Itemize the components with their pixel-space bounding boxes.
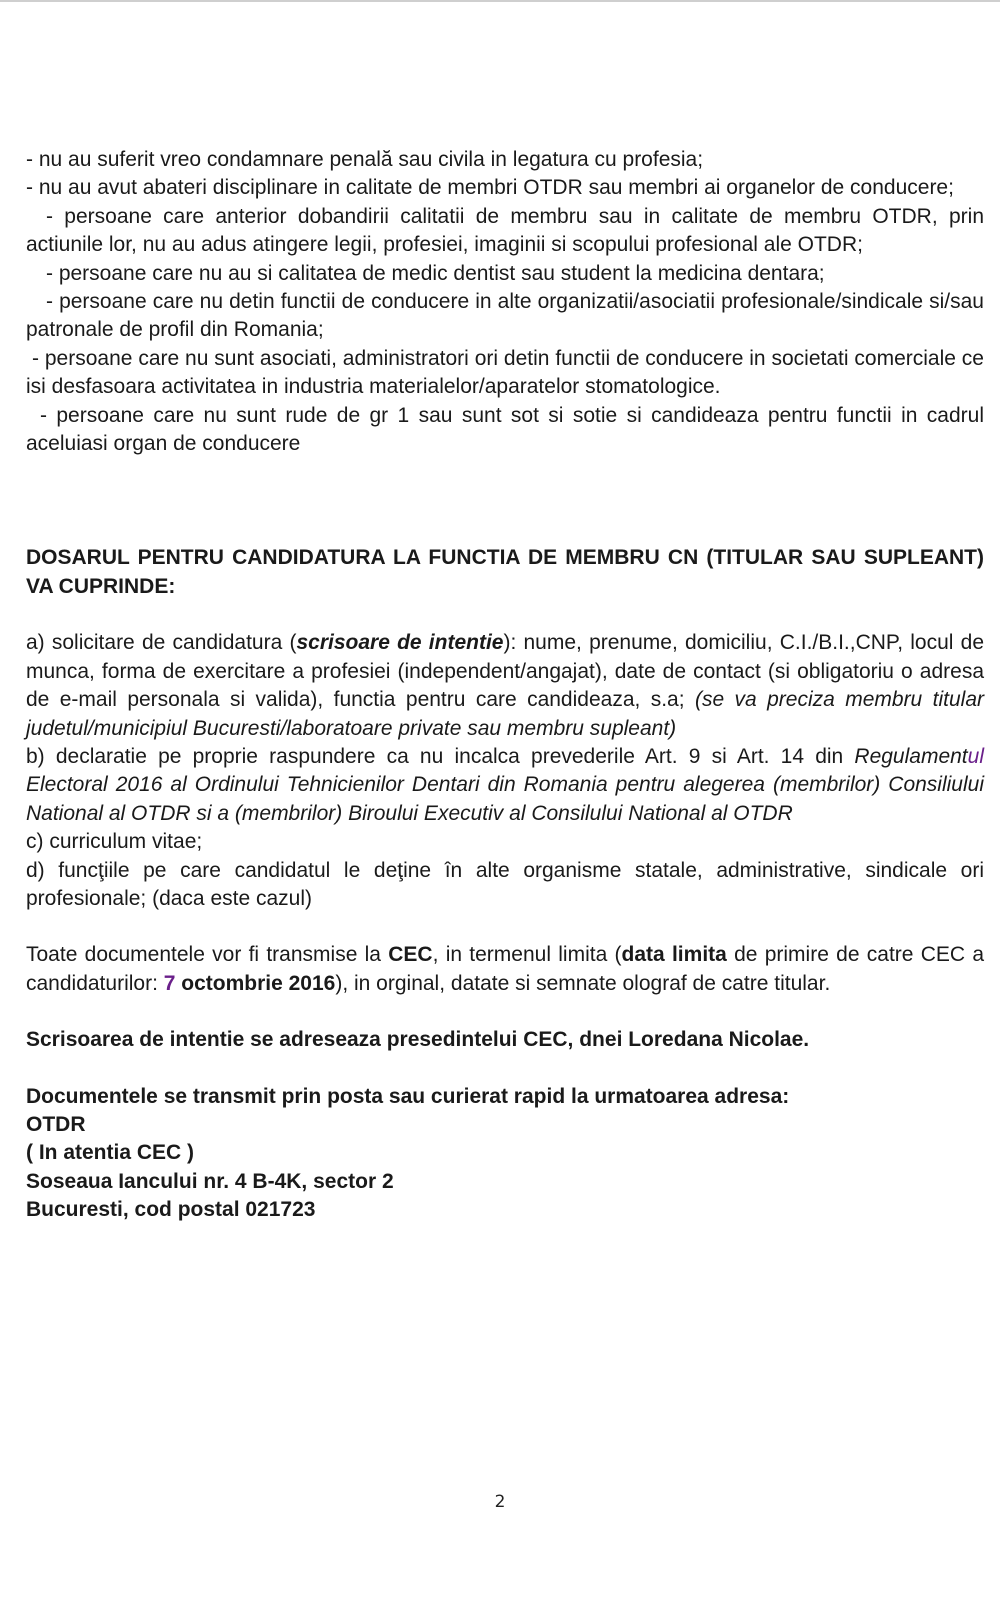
list-item: - nu au avut abateri disciplinare in calitate de membri OTDR sau membri ai organelor de conducere; bbox=[26, 176, 954, 200]
address-line: OTDR bbox=[26, 1112, 86, 1136]
list-item: - nu au suferit vreo condamnare penală sau civila in legatura cu profesia; bbox=[26, 148, 704, 171]
address-line: Soseaua Iancului nr. 4 B-4K, sector 2 bbox=[26, 1169, 394, 1193]
list-item-b: b) declaratie pe proprie raspundere ca nu incalca prevederile Art. 9 si Art. 14 din Regulamentul Electoral 2016 al Ordinului Tehnicienilor Dentari din Romania pentru alegerea (membrilor) Consiliului National al OTDR si a (membrilor) Biroului Executiv al Consilului National al OTDR bbox=[26, 744, 984, 825]
section-heading: DOSARUL PENTRU CANDIDATURA LA FUNCTIA DE MEMBRU CN (TITULAR SAU SUPLEANT) VA CUPRINDE: bbox=[26, 546, 984, 598]
list-item: - persoane care nu sunt rude de gr 1 sau sunt sot si sotie si candideaza pentru functii in cadrul aceluiasi organ de conducere bbox=[26, 403, 984, 456]
list-item-d: d) funcţiile pe care candidatul le deţine în alte organisme statale, administrative, sindicale ori profesionale; (daca este cazul) bbox=[26, 858, 984, 910]
list-item: - persoane care nu detin functii de conducere in alte organizatii/asociatii profesionale/sindicale si/sau patronale de profil din Romania; bbox=[26, 290, 984, 342]
address-line: Documentele se transmit prin posta sau curierat rapid la urmatoarea adresa: bbox=[26, 1084, 790, 1108]
top-border bbox=[0, 0, 1000, 2]
page-number: 2 bbox=[494, 1492, 506, 1512]
list-item: - persoane care anterior dobandirii calitatii de membru sau in calitate de membru OTDR, prin actiunile lor, nu au adus atingere legii, profesiei, imaginii si scopului profesional ale OTDR; bbox=[26, 204, 984, 257]
list-item: - persoane care nu sunt asociati, administratori ori detin functii de conducere in societati comerciale ce isi desfasoara activitatea in industria materialelor/aparatelor stomatologice. bbox=[26, 346, 984, 399]
list-item-c: c) curriculum vitae; bbox=[26, 830, 203, 854]
submission-paragraph: Toate documentele vor fi transmise la CEC, in termenul limita (data limita de primire de catre CEC a candidaturilor: 7 octombrie 2016), in orginal, datate si semnate olograf de catre titular. bbox=[26, 943, 984, 995]
letter-note: Scrisoarea de intentie se adreseaza presedintelui CEC, dnei Loredana Nicolae. bbox=[26, 1028, 810, 1052]
address-line: Bucuresti, cod postal 021723 bbox=[26, 1198, 316, 1222]
document-body bbox=[26, 146, 984, 1225]
address-line: ( In atentia CEC ) bbox=[26, 1141, 195, 1165]
list-item-a: a) solicitare de candidatura (scrisoare de intentie): nume, prenume, domiciliu, C.I./B.I.,CNP, locul de munca, forma de exercitare a profesiei (independent/angajat), date de contact (si obligatoriu o adresa de e-mail personala si valida), functia pentru care candideaza, s.a; (se va preciza membru titular judetul/municipiul Bucuresti/laboratoare private sau membru supleant) bbox=[26, 631, 985, 740]
list-item: - persoane care nu au si calitatea de medic dentist sau student la medicina dentara; bbox=[46, 261, 825, 285]
address-block bbox=[26, 1083, 984, 1225]
